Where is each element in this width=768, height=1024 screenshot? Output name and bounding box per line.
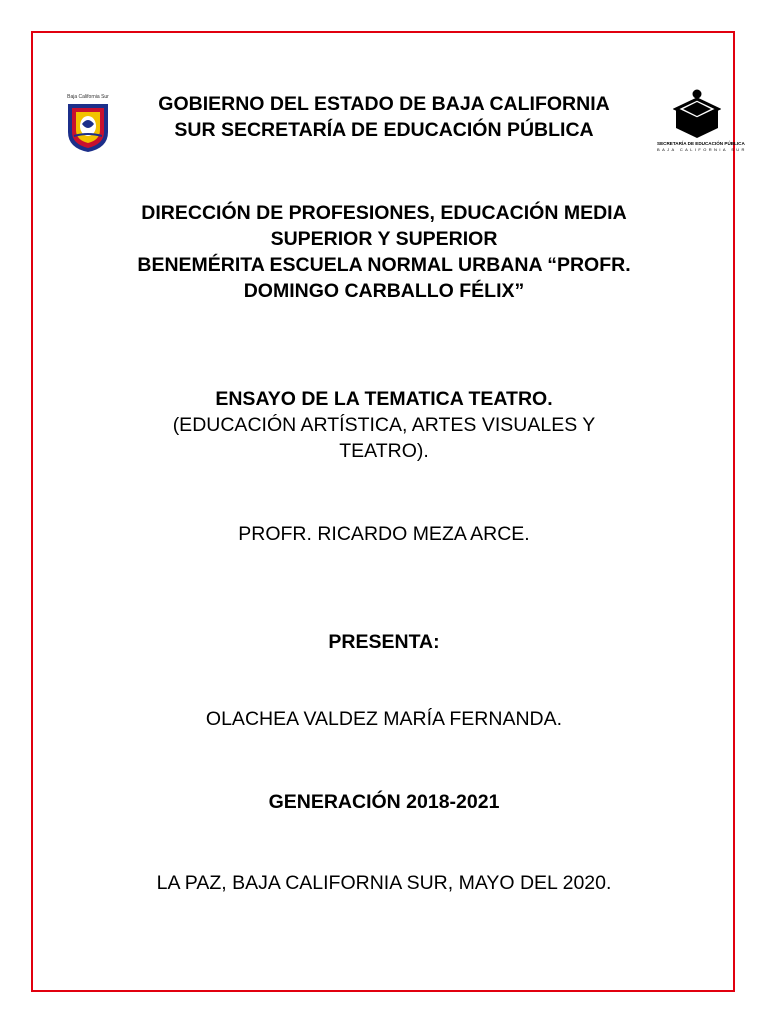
essay-title-block — [100, 386, 668, 464]
place-date: LA PAZ, BAJA CALIFORNIA SUR, MAYO DEL 2020. — [156, 872, 612, 894]
government-header — [100, 91, 668, 143]
institution-line-4: DOMINGO CARBALLO FÉLIX” — [243, 280, 525, 302]
generation: GENERACIÓN 2018-2021 — [268, 791, 500, 813]
header-line-2: SUR SECRETARÍA DE EDUCACIÓN PÚBLICA — [174, 119, 594, 141]
essay-subject-line-2: TEATRO). — [339, 440, 429, 462]
page-border — [31, 31, 735, 992]
institution-line-3: BENEMÉRITA ESCUELA NORMAL URBANA “PROFR. — [137, 254, 631, 276]
sep-logo-caption: SECRETARÍA DE EDUCACIÓN PÚBLICA — [657, 141, 745, 146]
book-cube-icon — [673, 88, 721, 140]
institution-block — [100, 200, 668, 304]
state-seal-caption: Baja California Sur — [67, 94, 109, 100]
essay-title: ENSAYO DE LA TEMATICA TEATRO. — [215, 388, 553, 410]
teacher-name: PROFR. RICARDO MEZA ARCE. — [238, 523, 530, 545]
sep-logo-subcaption: BAJA CALIFORNIA SUR — [657, 147, 747, 152]
presenta-label: PRESENTA: — [328, 631, 440, 653]
institution-line-2: SUPERIOR Y SUPERIOR — [270, 228, 498, 250]
institution-line-1: DIRECCIÓN DE PROFESIONES, EDUCACIÓN MEDIA — [141, 202, 627, 224]
header-line-1: GOBIERNO DEL ESTADO DE BAJA CALIFORNIA — [158, 93, 610, 115]
student-name: OLACHEA VALDEZ MARÍA FERNANDA. — [205, 708, 563, 730]
sep-logo — [657, 86, 747, 164]
essay-subject-line-1: (EDUCACIÓN ARTÍSTICA, ARTES VISUALES Y — [172, 414, 596, 436]
